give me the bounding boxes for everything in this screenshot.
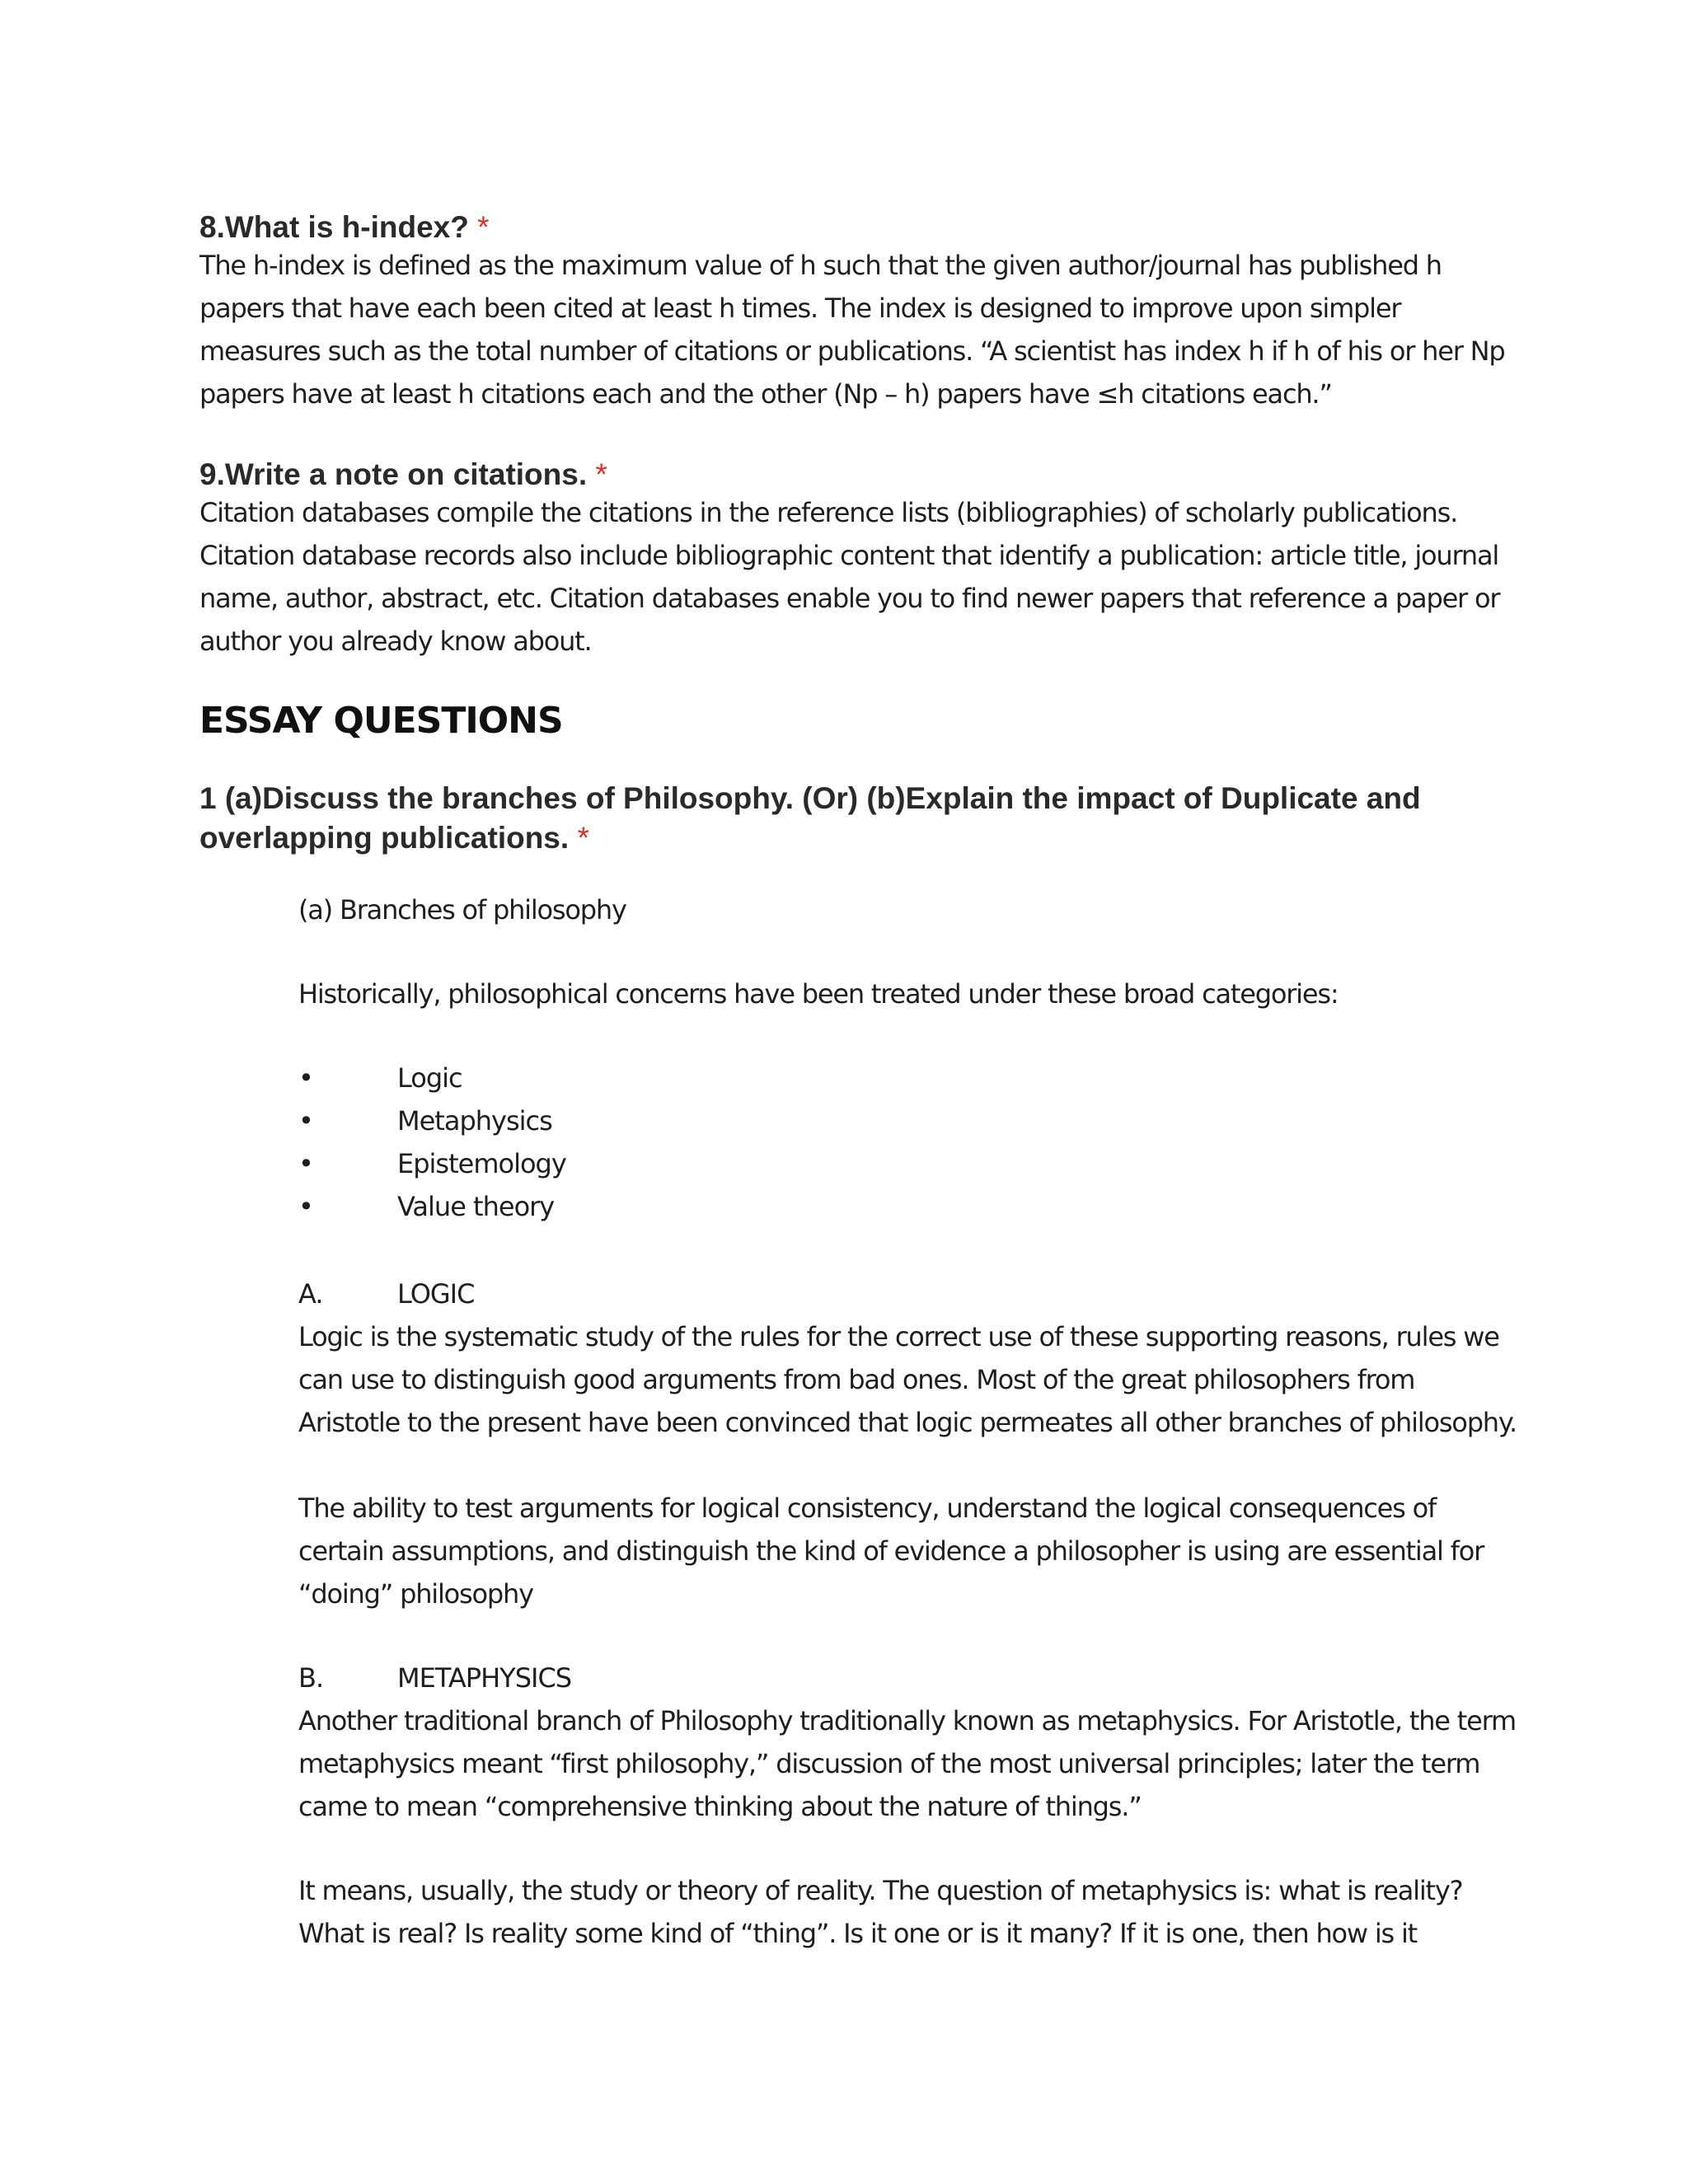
list-item: [298, 1099, 566, 1142]
bullet-icon: •: [298, 1062, 313, 1094]
question-9-answer: Citation databases compile the citations in the reference lists (bibliographies) of scholarly publications. Citation database records also include bibliographic content that identify a publication: article title, journal name, author, abstract, etc. Citation databases enable you to find newer papers that reference a paper or author you already know about.: [199, 497, 1500, 657]
bullet-icon: •: [298, 1148, 313, 1179]
list-item: [298, 1185, 566, 1228]
question-8-answer: The h-index is defined as the maximum value of h such that the given author/journal has published h papers that have each been cited at least h times. The index is designed to improve upon simpler measures such as the total number of citations or publications. “A scientist has index h if h of his or her Np papers have at least h citations each and the other (Np – h) papers have ≤h citations each.”: [199, 250, 1505, 410]
essay-questions-title: ESSAY QUESTIONS: [199, 700, 563, 742]
section-b-paragraph-1: Another traditional branch of Philosophy traditionally known as metaphysics. For Aristotle, the term metaphysics meant “first philosophy,” discussion of the most universal principles; later the term came to mean “comprehensive thinking about the nature of things.”: [298, 1705, 1516, 1822]
essay-question-1-heading: [199, 779, 1502, 858]
section-b-letter: B.: [298, 1662, 324, 1694]
answer-intro: Historically, philosophical concerns have been treated under these broad categories:: [298, 978, 1339, 1010]
required-mark: *: [595, 457, 607, 491]
section-a-heading: [298, 1272, 474, 1315]
list-item-label: Metaphysics: [397, 1105, 552, 1137]
essay-question-1-title: 1 (a)Discuss the branches of Philosophy. (Or) (b)Explain the impact of Duplicate and overlapping publications.: [199, 781, 1421, 855]
section-b-title: METAPHYSICS: [397, 1662, 572, 1694]
question-8-heading: [199, 208, 1502, 247]
required-mark: *: [577, 821, 589, 855]
list-item: [298, 1057, 566, 1099]
branches-list: [298, 1057, 566, 1228]
bullet-icon: •: [298, 1105, 313, 1137]
answer-subtitle: (a) Branches of philosophy: [298, 894, 626, 926]
question-8-title: 8.What is h-index?: [199, 210, 469, 244]
required-mark: *: [477, 210, 490, 244]
question-9-heading: [199, 455, 1502, 494]
bullet-icon: •: [298, 1191, 313, 1222]
list-item: [298, 1142, 566, 1185]
question-9-title: 9.Write a note on citations.: [199, 457, 588, 491]
section-b-paragraph-2: It means, usually, the study or theory of reality. The question of metaphysics is: what is reality? What is real? Is reality some kind of “thing”. Is it one or is it many? If it is one, then how is it: [298, 1875, 1463, 1949]
list-item-label: Value theory: [397, 1191, 555, 1222]
section-a-paragraph-2: The ability to test arguments for logical consistency, understand the logical consequences of certain assumptions, and distinguish the kind of evidence a philosopher is using are essential for “doing” philosophy: [298, 1493, 1484, 1610]
section-a-title: LOGIC: [397, 1278, 475, 1310]
list-item-label: Epistemology: [397, 1148, 566, 1179]
section-a-paragraph-1: Logic is the systematic study of the rules for the correct use of these supporting reasons, rules we can use to distinguish good arguments from bad ones. Most of the great philosophers from Aristotle to the present have been convinced that logic permeates all other branches of philosophy.: [298, 1321, 1517, 1438]
section-b-heading: [298, 1657, 571, 1699]
list-item-label: Logic: [397, 1062, 462, 1094]
section-a-letter: A.: [298, 1278, 323, 1310]
